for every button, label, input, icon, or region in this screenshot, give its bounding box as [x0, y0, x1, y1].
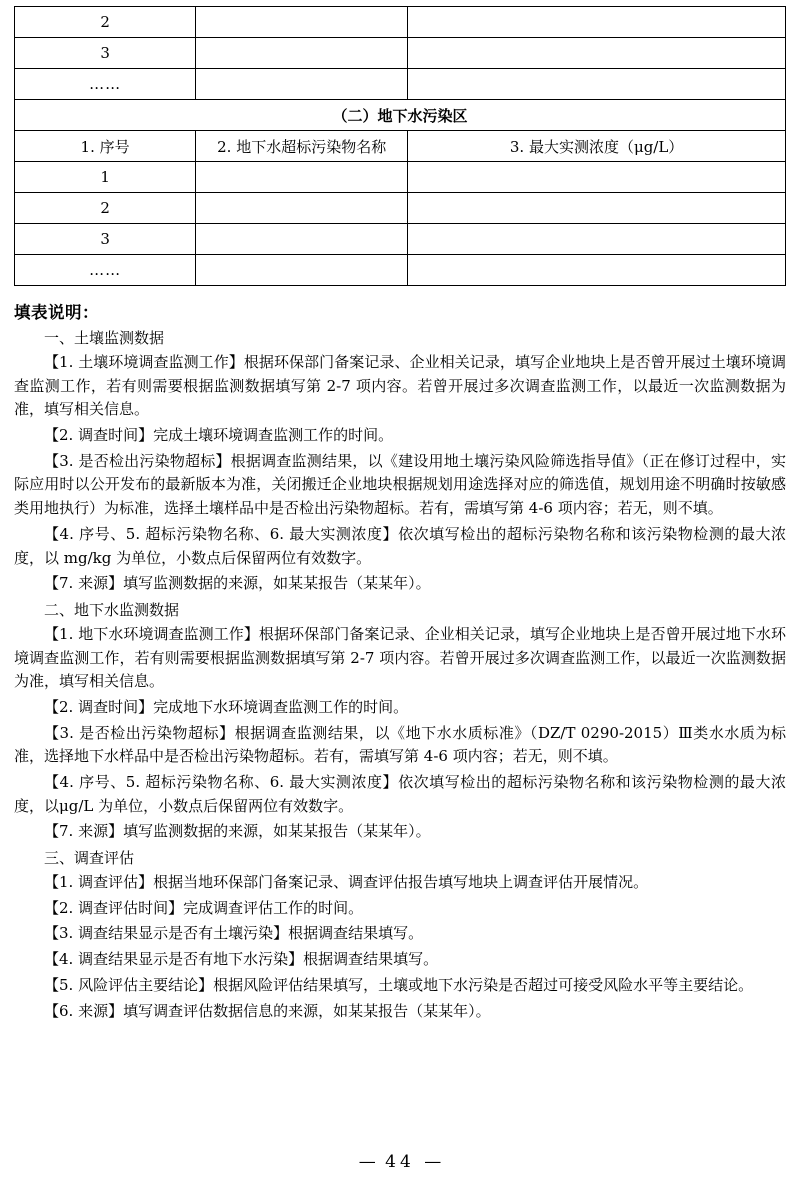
table-section-row: [15, 100, 786, 131]
section-heading-soil: 一、土壤监测数据: [44, 329, 165, 347]
pollution-table: [14, 6, 786, 286]
table-row: [15, 224, 786, 255]
row-index-cell: 1: [15, 162, 196, 193]
row-index-cell: 2: [15, 7, 196, 38]
row-value-cell: [408, 162, 786, 193]
table-row: [15, 193, 786, 224]
instruction-item: 【7. 来源】填写监测数据的来源，如某某报告（某某年）。: [44, 822, 431, 841]
table-header-row: [15, 131, 786, 162]
row-index-cell: 3: [15, 38, 196, 69]
row-value-cell: [408, 7, 786, 38]
table-row: [15, 255, 786, 286]
row-value-cell: [196, 7, 408, 38]
section-heading-groundwater: 二、地下水监测数据: [44, 600, 180, 619]
instruction-item: 【1. 地下水环境调查监测工作】根据环保部门备案记录、企业相关记录，填写企业地块上是否曾开展过地下水环境调查监测工作，若有则需要根据监测数据填写第 2-7 项内容。若曾开展过多次调查监测工作，以最近一次监测数据为准，填写相关信息。: [14, 624, 786, 691]
column-header-concentration: 3. 最大实测浓度（μg/L）: [408, 131, 786, 162]
row-value-cell: [408, 69, 786, 100]
instruction-item: 【4. 序号、5. 超标污染物名称、6. 最大实测浓度】依次填写检出的超标污染物名称和该污染物检测的最大浓度，以 mg/kg 为单位，小数点后保留两位有效数字。: [14, 524, 786, 567]
page-number: 44: [385, 1152, 415, 1172]
row-value-cell: [196, 69, 408, 100]
row-value-cell: [408, 193, 786, 224]
row-value-cell: [196, 255, 408, 286]
instruction-item: 【3. 是否检出污染物超标】根据调查监测结果，以《地下水水质标准》（DZ/T 0290-2015）Ⅲ类水水质为标准，选择地下水样品中是否检出污染物超标。若有，需填写第 4-6 项内容；若无，则不填。: [14, 723, 786, 766]
column-header-pollutant: 2. 地下水超标污染物名称: [196, 131, 408, 162]
instruction-item: 【2. 调查评估时间】完成调查评估工作的时间。: [44, 898, 364, 917]
instruction-item: 【6. 来源】填写调查评估数据信息的来源，如某某报告（某某年）。: [44, 1001, 491, 1020]
row-index-cell: 2: [15, 193, 196, 224]
row-value-cell: [408, 224, 786, 255]
row-value-cell: [196, 162, 408, 193]
table-row: [15, 69, 786, 100]
section-title: （二）地下水污染区: [15, 100, 786, 131]
instruction-item: 【1. 调查评估】根据当地环保部门备案记录、调查评估报告填写地块上调查评估开展情况。: [44, 873, 649, 892]
instruction-item: 【2. 调查时间】完成地下水环境调查监测工作的时间。: [44, 697, 409, 716]
row-index-cell: ……: [15, 69, 196, 100]
row-index-cell: ……: [15, 255, 196, 286]
instruction-item: 【4. 序号、5. 超标污染物名称、6. 最大实测浓度】依次填写检出的超标污染物名称和该污染物检测的最大浓度，以μg/L 为单位，小数点后保留两位有效数字。: [14, 773, 786, 815]
footer-dash-right: —: [424, 1152, 442, 1172]
footer-dash-left: —: [358, 1152, 376, 1172]
row-index-cell: 3: [15, 224, 196, 255]
instruction-item: 【5. 风险评估主要结论】根据风险评估结果填写，土壤或地下水污染是否超过可接受风险水平等主要结论。: [44, 975, 754, 994]
instruction-item: 【7. 来源】填写监测数据的来源，如某某报告（某某年）。: [44, 574, 431, 593]
row-value-cell: [196, 224, 408, 255]
instruction-item: 【3. 是否检出污染物超标】根据调查监测结果，以《建设用地土壤污染风险筛选指导值》（正在修订过程中，实际应用时以公开发布的最新版本为准，关闭搬迁企业地块根据规划用途选择对应的筛选值，规划用途不明确时按敏感类用地执行）为标准，选择土壤样品中是否检出污染物超标。若有，需填写第 4-6 项内容；若无，则不填。: [14, 451, 786, 518]
row-value-cell: [408, 255, 786, 286]
column-header-index: 1. 序号: [15, 131, 196, 162]
instructions-title: 填表说明：: [14, 303, 99, 322]
table-row: [15, 162, 786, 193]
instruction-item: 【1. 土壤环境调查监测工作】根据环保部门备案记录、企业相关记录，填写企业地块上是否曾开展过土壤环境调查监测工作，若有则需要根据监测数据填写第 2-7 项内容。若曾开展过多次调查监测工作，以最近一次监测数据为准，填写相关信息。: [14, 353, 786, 419]
row-value-cell: [408, 38, 786, 69]
table-row: [15, 7, 786, 38]
instruction-item: 【3. 调查结果显示是否有土壤污染】根据调查结果填写。: [44, 924, 424, 943]
form-instructions: [14, 299, 786, 1023]
section-heading-assessment: 三、调查评估: [44, 849, 135, 868]
row-value-cell: [196, 38, 408, 69]
table-row: [15, 38, 786, 69]
page-footer: [0, 1152, 800, 1172]
instruction-item: 【4. 调查结果显示是否有地下水污染】根据调查结果填写。: [44, 950, 439, 969]
instruction-item: 【2. 调查时间】完成土壤环境调查监测工作的时间。: [44, 426, 394, 445]
row-value-cell: [196, 193, 408, 224]
